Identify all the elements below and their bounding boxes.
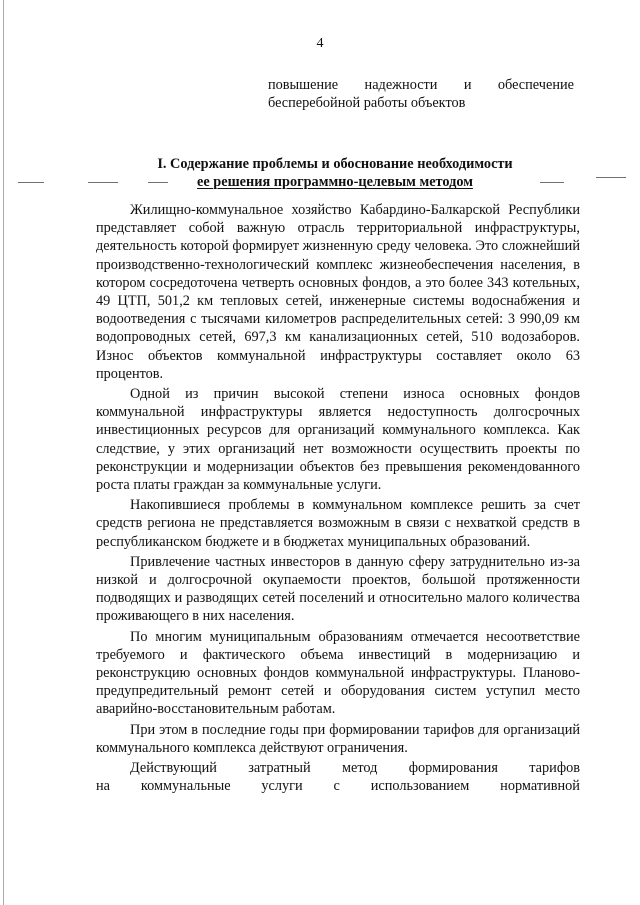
scan-artifact-line bbox=[540, 182, 564, 183]
heading-line-1: I. Содержание проблемы и обоснование необходимости bbox=[157, 156, 513, 172]
intro-word: повышение bbox=[268, 77, 339, 93]
continuation-word: услуги bbox=[261, 778, 303, 795]
scan-artifact-line bbox=[148, 182, 168, 183]
intro-fragment bbox=[268, 76, 574, 112]
paragraph: При этом в последние годы при формировании тарифов для организаций коммунального комплекса действуют ограничения. bbox=[96, 721, 580, 756]
continuation-line bbox=[96, 777, 580, 795]
continuation-word: коммунальные bbox=[140, 778, 231, 795]
continuation-word: на bbox=[96, 778, 110, 795]
paragraph: Привлечение частных инвесторов в данную сферу затруднительно из-за низкой и долгосрочной окупаемости проектов, большой протяженности подводящих и разводящих сетей поселений и относительно малого количества проживающего в них населения. bbox=[96, 553, 580, 625]
paragraph: Жилищно-коммунальное хозяйство Кабардино-Балкарской Республики представляет собой важную отрасль территориальной инфраструктуры, деятельность которой формирует жизненную среду человека. Это сложнейший производственно-технологический комплекс жизнеобеспечения населения, в котором сосредоточена четверть основных фондов, а это более 343 котельных, 49 ЦТП, 501,2 км тепловых сетей, инженерные системы водоснабжения и водоотведения с тысячами километров распределительных сетей: 3 990,09 км водопроводных сетей, 697,3 км канализационных сетей, 510 водозаборов. Износ объектов коммунальной инфраструктуры составляет около 63 процентов. bbox=[96, 202, 580, 382]
paragraph: Накопившиеся проблемы в коммунальном комплексе решить за счет средств региона не представляется возможным в связи с нехваткой средств в республиканском бюджете и в бюджетах муниципальных образований. bbox=[96, 497, 580, 550]
body-text bbox=[96, 201, 580, 796]
intro-line-2: бесперебойной работы объектов bbox=[268, 95, 466, 111]
paragraph: Одной из причин высокой степени износа основных фондов коммунальной инфраструктуры является недоступность долгосрочных инвестиционных ресурсов для организаций коммунального комплекса. Как следствие, у этих организаций нет возможности осуществить проекты по реконструкции и модернизации объектов без превышения рекомендованного роста платы граждан за коммунальные услуги. bbox=[96, 386, 580, 494]
intro-word: обеспечение bbox=[497, 77, 574, 93]
scan-artifact-line bbox=[18, 182, 44, 183]
intro-word: надежности bbox=[364, 77, 438, 93]
continuation-word: использованием bbox=[370, 778, 470, 795]
scan-artifact-line bbox=[596, 177, 626, 178]
intro-line-1 bbox=[268, 76, 574, 94]
scan-artifact-line bbox=[88, 182, 118, 183]
page-number: 4 bbox=[316, 36, 324, 51]
scan-edge bbox=[3, 0, 4, 905]
intro-word: и bbox=[463, 77, 472, 93]
continuation-word: нормативной bbox=[500, 778, 580, 795]
heading-line-2: ее решения программно-целевым методом bbox=[197, 174, 473, 190]
section-heading bbox=[90, 155, 580, 191]
paragraph: По многим муниципальным образованиям отмечается несоответствие требуемого и фактического объема инвестиций в модернизацию и реконструкцию основных фондов коммунальной инфраструктуры. Планово-предупредительный ремонт сетей и оборудования систем уступил место аварийно-восстановительным работам. bbox=[96, 628, 580, 718]
continuation-word: с bbox=[333, 778, 340, 795]
paragraph-last: Действующий затратный метод формирования тарифов bbox=[130, 760, 580, 777]
